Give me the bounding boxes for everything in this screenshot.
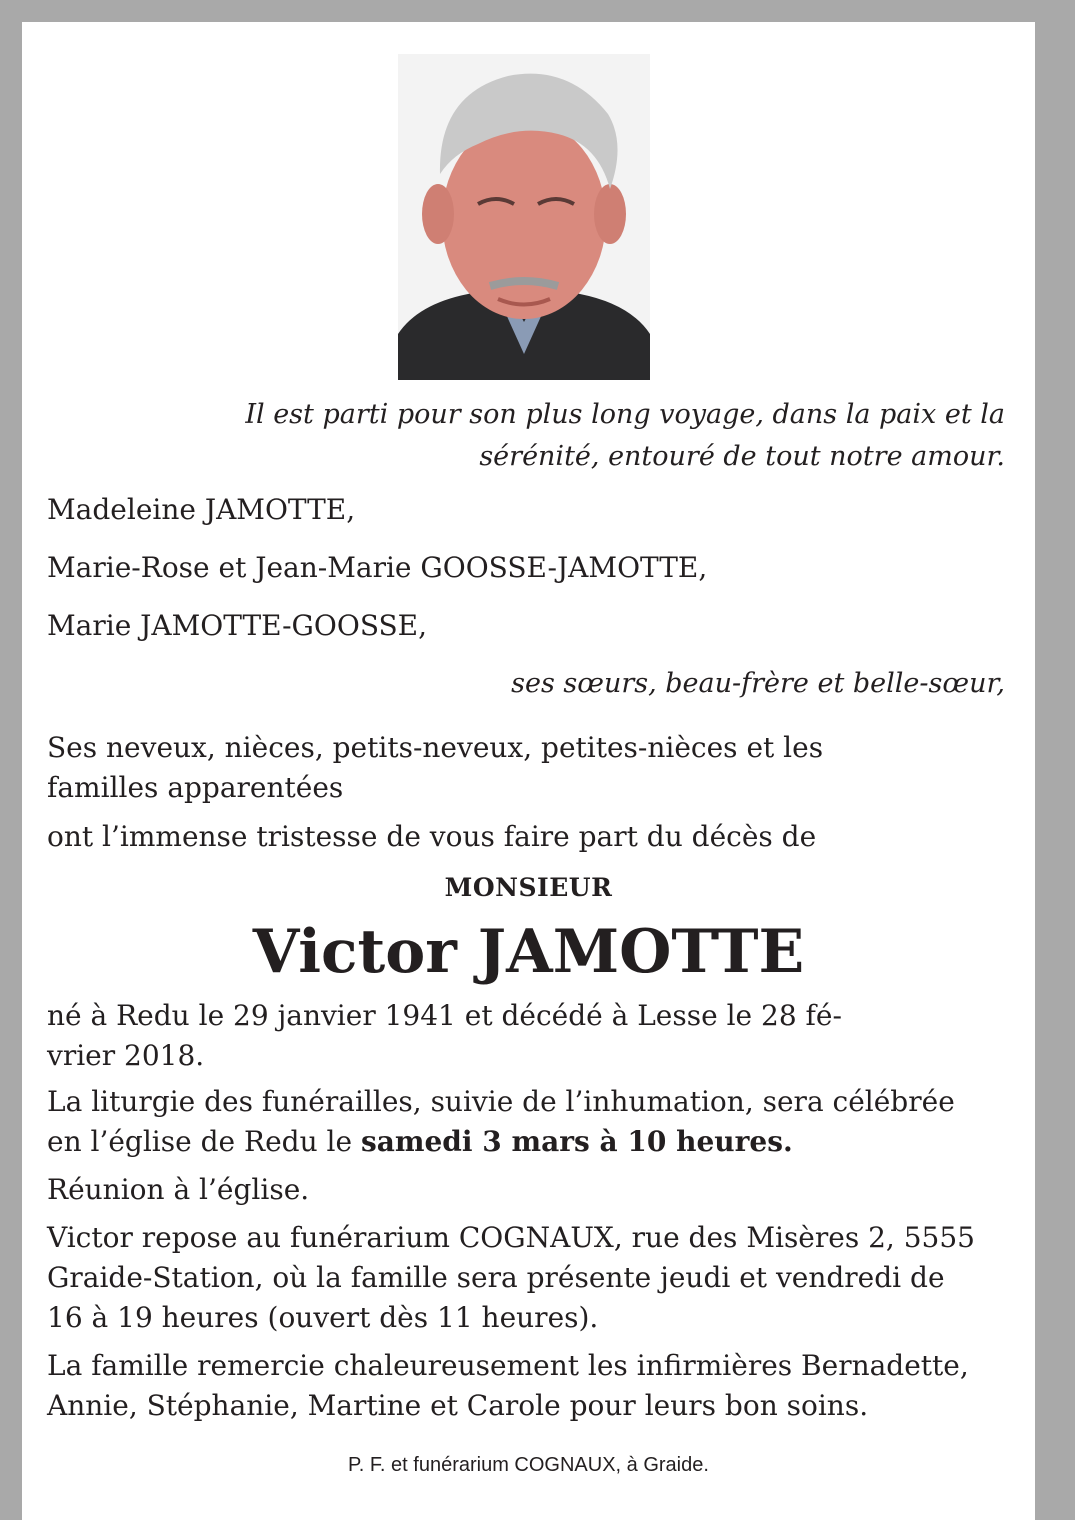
extended-family: Ses neveux, nièces, petits-neveux, petites-nièces et les familles apparentées [47,731,824,804]
portrait-ear-right [594,184,626,244]
honorific: MONSIEUR [444,873,613,902]
deceased-name: Victor JAMOTTE [252,917,805,987]
thanks-message: La famille remercie chaleureusement les infirmières Bernadette, Annie, Stéphanie, Martine et Carole pour leurs bon soins. [47,1349,969,1422]
family-relation: ses sœurs, beau-frère et belle-sœur, [511,668,1005,699]
family-name-2: Marie-Rose et Jean-Marie GOOSSE-JAMOTTE, [47,551,708,584]
portrait-photo [398,54,650,380]
funeral-director-footer: P. F. et funérarium COGNAUX, à Graide. [348,1454,709,1476]
obituary-notice [22,22,1035,1520]
memorial-verse [132,394,1005,478]
family-name-3: Marie JAMOTTE-GOOSSE, [47,609,428,642]
portrait-ear-left [422,184,454,244]
funeral-home-info: Victor repose au funérarium COGNAUX, rue des Misères 2, 5555 Graide-Station, où la famille sera présente jeudi et vendredi de 16 à 19 heures (ouvert dès 11 heures). [47,1221,975,1334]
life-dates [47,996,1007,1076]
life-dates-line-1: né à Redu le 29 janvier 1941 et décédé à Lesse le 28 fé- [47,999,842,1032]
portrait-image [398,54,650,380]
meeting-info: Réunion à l’église. [47,1173,310,1206]
liturgy-time: samedi 3 mars à 10 heures. [360,1125,793,1158]
liturgy-text: La liturgie des funérailles, suivie de l’inhumation, sera célébrée en l’église de Redu le [47,1085,955,1158]
verse-line-2: sérénité, entouré de tout notre amour. [479,441,1005,472]
life-dates-line-2: vrier 2018. [47,1039,205,1072]
family-name-1: Madeleine JAMOTTE, [47,493,356,526]
liturgy-info [47,1082,997,1162]
announcement: ont l’immense tristesse de vous faire part du décès de [47,820,817,853]
verse-line-1: Il est parti pour son plus long voyage, dans la paix et la [245,399,1005,430]
